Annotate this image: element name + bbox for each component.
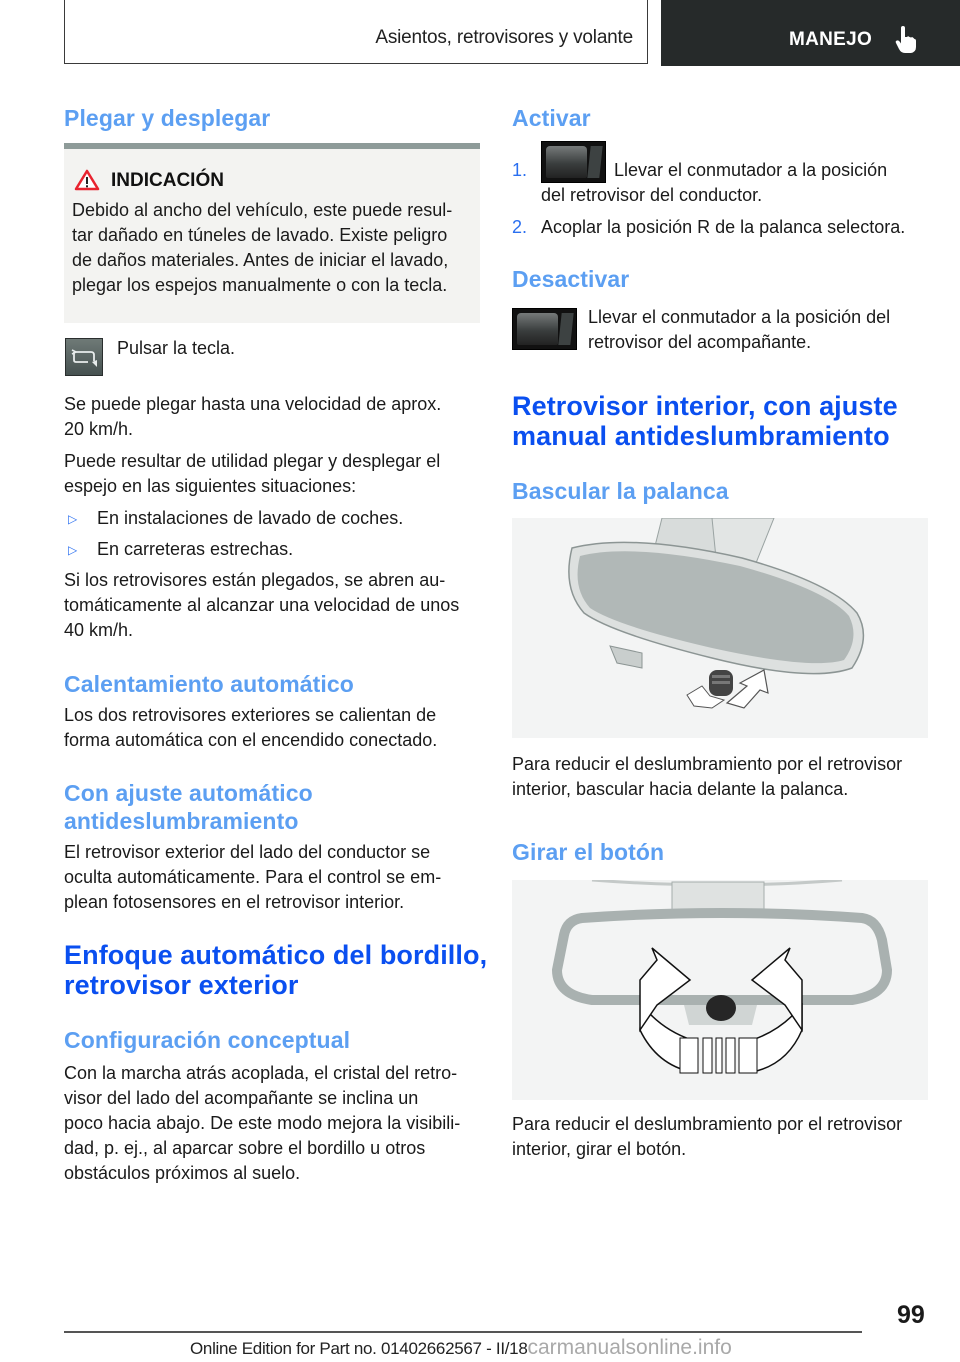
- heading-activar: Activar: [512, 105, 591, 131]
- rearview-mirror-knob-illustration: [512, 880, 928, 1100]
- text-line: forma automática con el encendido conectado.: [64, 730, 438, 750]
- page-number: 99: [897, 1301, 925, 1329]
- speed-paragraph: [64, 392, 484, 442]
- section-tab-label: MANEJO: [789, 29, 873, 50]
- watermark: carmanualsonline.info: [527, 1336, 732, 1359]
- heading-line: Retrovisor interior, con ajuste: [512, 391, 898, 421]
- warning-triangle-icon: [74, 169, 100, 191]
- heading-line: retrovisor exterior: [64, 970, 299, 1000]
- note-body: [72, 198, 476, 298]
- section-tab[interactable]: [661, 0, 960, 66]
- heading-bordillo: [64, 940, 487, 1000]
- step-text: del retrovisor del conductor.: [541, 185, 763, 205]
- driver-mirror-switch-icon: [541, 141, 606, 183]
- text-line: tomáticamente al alcanzar una velocidad de unos: [64, 595, 460, 615]
- text-line: oculta automáticamente. Para el control se em-: [64, 867, 442, 887]
- text-line: 20 km/h.: [64, 419, 134, 439]
- note-line: de daños materiales. Antes de iniciar el lavado,: [72, 250, 449, 270]
- note-line: Debido al ancho del vehículo, este puede resul-: [72, 200, 453, 220]
- footer-edition: [190, 1336, 732, 1360]
- note-line: tar dañado en túneles de lavado. Existe peligro: [72, 225, 448, 245]
- bullet-triangle-icon: ▷: [68, 512, 78, 526]
- heading-calentamiento: Calentamiento automático: [64, 671, 354, 697]
- text-line: Con la marcha atrás acoplada, el cristal del retro-: [64, 1063, 458, 1083]
- step-number: 2.: [512, 217, 528, 237]
- text-line: El retrovisor exterior del lado del conductor se: [64, 842, 431, 862]
- text-line: interior, girar el botón.: [512, 1139, 687, 1159]
- step-text: Acoplar la posición R de la palanca selectora.: [541, 217, 906, 237]
- note-line: plegar los espejos manualmente o con la tecla.: [72, 275, 448, 295]
- antideslumbramiento-paragraph: [64, 840, 484, 915]
- heading-retrovisor-interior: [512, 391, 898, 451]
- heading-desactivar: Desactivar: [512, 266, 630, 292]
- press-key-text: Pulsar la tecla.: [117, 338, 236, 358]
- reopen-paragraph: [64, 568, 484, 643]
- list-item-text: En carreteras estrechas.: [97, 539, 294, 559]
- hand-pointer-icon: [895, 26, 917, 54]
- note-top-bar: [64, 143, 480, 149]
- heading-line: Con ajuste automático: [64, 780, 313, 806]
- edition-text: Online Edition for Part no. 01402662567 - II/18: [190, 1339, 528, 1358]
- text-line: Puede resultar de utilidad plegar y desplegar el: [64, 451, 441, 471]
- text-line: Se puede plegar hasta una velocidad de aprox.: [64, 394, 442, 414]
- heading-antideslumbramiento: [64, 779, 313, 835]
- desactivar-paragraph: [588, 305, 938, 355]
- bordillo-paragraph: [64, 1061, 484, 1186]
- heading-configuracion: Configuración conceptual: [64, 1027, 351, 1053]
- text-line: Si los retrovisores están plegados, se abren au-: [64, 570, 446, 590]
- girar-paragraph: [512, 1112, 932, 1162]
- text-line: espejo en las siguientes situaciones:: [64, 476, 357, 496]
- footer-divider: [64, 1331, 862, 1333]
- text-line: poco hacia abajo. De este modo mejora la visibili-: [64, 1113, 461, 1133]
- text-line: Llevar el conmutador a la posición del: [588, 307, 891, 327]
- text-line: dad, p. ej., al aparcar sobre el bordillo u otros: [64, 1138, 426, 1158]
- warning-note: [64, 143, 480, 323]
- text-line: Para reducir el deslumbramiento por el retrovisor: [512, 754, 903, 774]
- heading-bascular: Bascular la palanca: [512, 478, 729, 504]
- text-line: Para reducir el deslumbramiento por el retrovisor: [512, 1114, 903, 1134]
- text-line: visor del lado del acompañante se inclina un: [64, 1088, 419, 1108]
- heading-plegar: Plegar y desplegar: [64, 105, 271, 131]
- note-title: INDICACIÓN: [111, 170, 224, 191]
- heading-line: antideslumbramiento: [64, 808, 299, 834]
- bascular-paragraph: [512, 752, 932, 802]
- list-item-text: En instalaciones de lavado de coches.: [97, 508, 404, 528]
- step-text: Llevar el conmutador a la posición: [614, 160, 888, 180]
- text-line: retrovisor del acompañante.: [588, 332, 812, 352]
- text-line: interior, bascular hacia delante la palanca.: [512, 779, 849, 799]
- text-line: Los dos retrovisores exteriores se calientan de: [64, 705, 437, 725]
- useful-paragraph: [64, 449, 484, 499]
- text-line: obstáculos próximos al suelo.: [64, 1163, 301, 1183]
- text-line: 40 km/h.: [64, 620, 134, 640]
- step-number: 1.: [512, 160, 528, 180]
- mirror-fold-button-icon: [65, 338, 103, 376]
- chapter-title: Asientos, retrovisores y volante: [375, 27, 633, 48]
- chapter-header: [64, 0, 648, 64]
- bullet-triangle-icon: ▷: [68, 543, 78, 557]
- text-line: plean fotosensores en el retrovisor interior.: [64, 892, 405, 912]
- rearview-mirror-lever-illustration: [512, 518, 928, 738]
- calentamiento-paragraph: [64, 703, 484, 753]
- heading-girar: Girar el botón: [512, 839, 665, 865]
- heading-line: Enfoque automático del bordillo,: [64, 940, 488, 970]
- heading-line: manual antideslumbramiento: [512, 421, 890, 451]
- passenger-mirror-switch-icon: [512, 308, 577, 350]
